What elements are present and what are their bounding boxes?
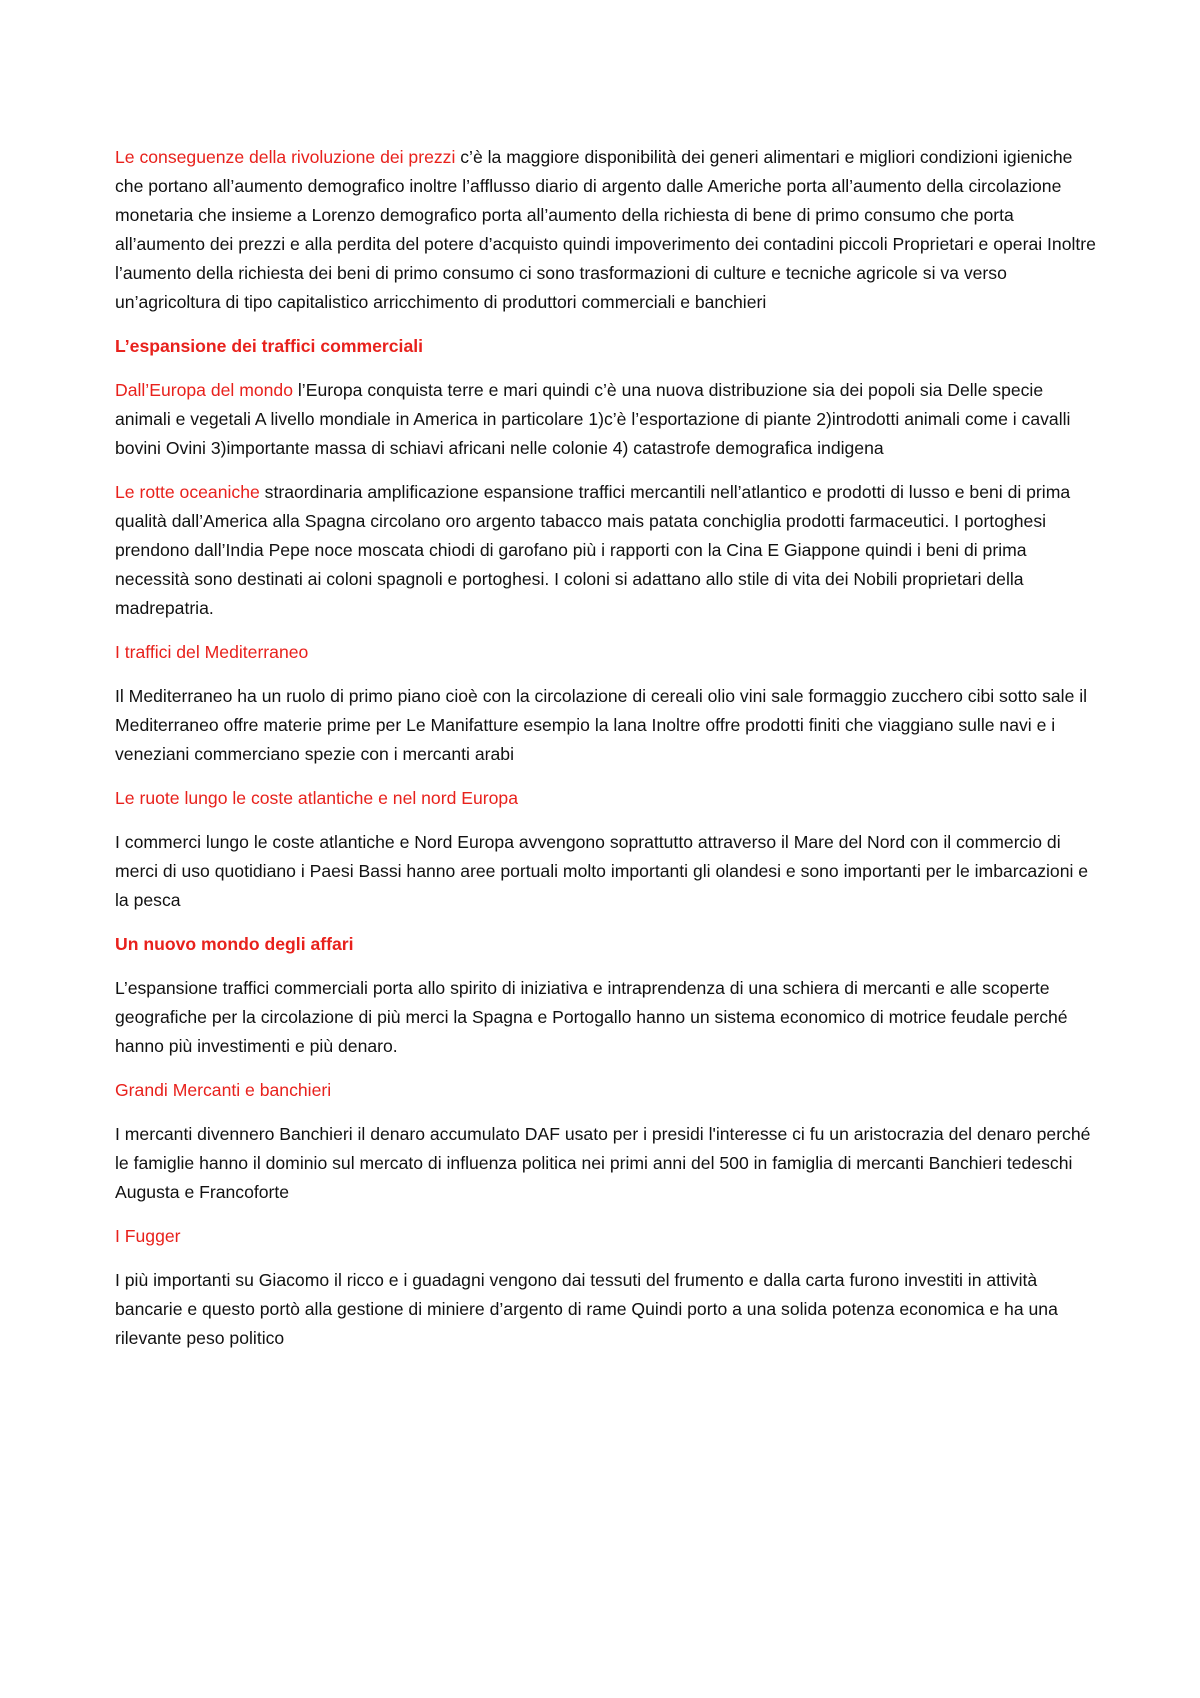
heading-espansione-traffici: L’espansione dei traffici commerciali <box>115 336 424 356</box>
heading-europa-mondo: Dall’Europa del mondo <box>115 380 293 400</box>
paragraph-europa-mondo <box>115 376 1100 463</box>
body-grandi-mercanti: I mercanti divennero Banchieri il denaro accumulato DAF usato per i presidi l'interesse ci fu un aristocrazia del denaro perché le famiglie hanno il dominio sul mercato di influenza politica nei primi anni del 500 in famiglia di mercanti Banchieri tedeschi Augusta e Francoforte <box>115 1124 1091 1202</box>
paragraph-rotte-oceaniche <box>115 478 1100 623</box>
body-europa-mondo: l’Europa conquista terre e mari quindi c’è una nuova distribuzione sia dei popoli sia Delle specie animali e vegetali A livello mondiale in America in particolare 1)c’è l’esportazione di piante 2)introdotti animali come i cavalli bovini Ovini 3)importante massa di schiavi africani nelle colonie 4) catastrofe demografica indigena <box>115 380 1071 458</box>
body-fugger: I più importanti su Giacomo il ricco e i guadagni vengono dai tessuti del frumento e dalla carta furono investiti in attività bancarie e questo portò alla gestione di miniere d’argento di rame Quindi porto a una solida potenza economica e ha una rilevante peso politico <box>115 1270 1058 1348</box>
heading-ruote-coste-atlantiche: Le ruote lungo le coste atlantiche e nel nord Europa <box>115 788 518 808</box>
heading-nuovo-mondo-affari: Un nuovo mondo degli affari <box>115 934 354 954</box>
body-nuovo-mondo-affari: L’espansione traffici commerciali porta allo spirito di iniziativa e intraprendenza di una schiera di mercanti e alle scoperte geografiche per la circolazione di più merci la Spagna e Portogallo hanno un sistema economico di motrice feudale perché hanno più investimenti e più denaro. <box>115 978 1068 1056</box>
heading-rotte-oceaniche: Le rotte oceaniche <box>115 482 260 502</box>
body-rotte-oceaniche: straordinaria amplificazione espansione traffici mercantili nell’atlantico e prodotti di lusso e beni di prima qualità dall’America alla Spagna circolano oro argento tabacco mais patata conchiglia prodotti farmaceutici. I portoghesi prendono dall’India Pepe noce moscata chiodi di garofano più i rapporti con la Cina E Giappone quindi i beni di prima necessità sono destinati ai coloni spagnoli e portoghesi. I coloni si adattano allo stile di vita dei Nobili proprietari della madrepatria. <box>115 482 1071 618</box>
heading-conseguenze-rivoluzione-prezzi: Le conseguenze della rivoluzione dei prezzi <box>115 147 456 167</box>
heading-fugger: I Fugger <box>115 1226 181 1246</box>
heading-traffici-mediterraneo: I traffici del Mediterraneo <box>115 642 309 662</box>
body-coste-atlantiche: I commerci lungo le coste atlantiche e Nord Europa avvengono soprattutto attraverso il Mare del Nord con il commercio di merci di uso quotidiano i Paesi Bassi hanno aree portuali molto importanti gli olandesi e sono importanti per le imbarcazioni e la pesca <box>115 832 1089 910</box>
paragraph-conseguenze <box>115 143 1100 317</box>
body-conseguenze: c’è la maggiore disponibilità dei generi alimentari e migliori condizioni igieniche che portano all’aumento demografico inoltre l’afflusso diario di argento dalle Americhe porta all’aumento della circolazione monetaria che insieme a Lorenzo demografico porta all’aumento della richiesta di bene di primo consumo che porta all’aumento dei prezzi e alla perdita del potere d’acquisto quindi impoverimento dei contadini piccoli Proprietari e operai Inoltre l’aumento della richiesta dei beni di primo consumo ci sono trasformazioni di culture e tecniche agricole si va verso un’agricoltura di tipo capitalistico arricchimento di produttori commerciali e banchieri <box>115 147 1096 312</box>
body-traffici-mediterraneo: Il Mediterraneo ha un ruolo di primo piano cioè con la circolazione di cereali olio vini sale formaggio zucchero cibi sotto sale il Mediterraneo offre materie prime per Le Manifatture esempio la lana Inoltre offre prodotti finiti che viaggiano sulle navi e i veneziani commerciano spezie con i mercanti arabi <box>115 686 1088 764</box>
heading-grandi-mercanti: Grandi Mercanti e banchieri <box>115 1080 332 1100</box>
